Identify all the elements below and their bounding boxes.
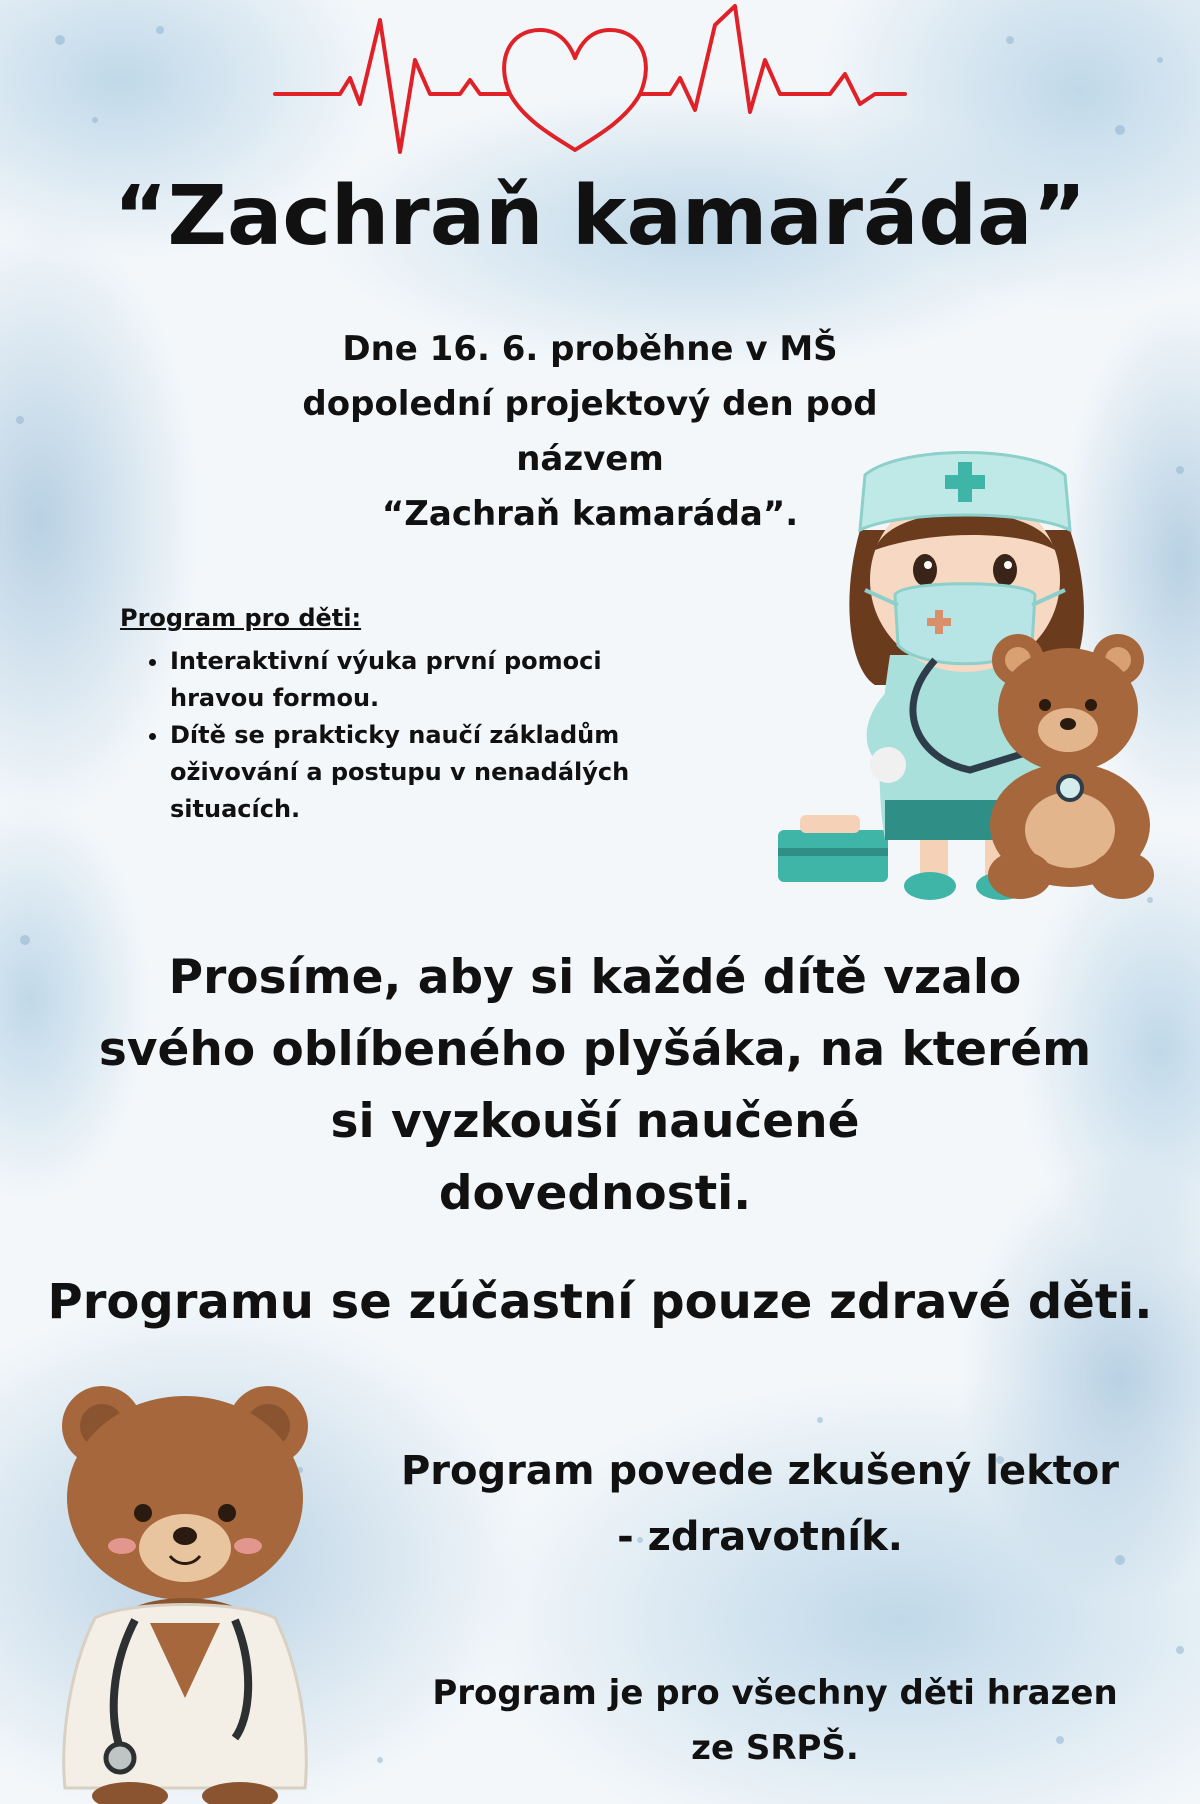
program-item-line: • Dítě se prakticky naučí základům [170, 721, 620, 749]
program-item-line: • Interaktivní výuka první pomoci [170, 647, 602, 675]
heartbeat-line-icon [270, 0, 910, 160]
funding-line: ze SRPŠ. [691, 1728, 859, 1768]
program-section [120, 600, 680, 828]
page-title: “Zachraň kamaráda” [113, 169, 1087, 264]
program-list [120, 643, 680, 828]
nurse-with-teddy-illustration [770, 420, 1170, 910]
plea-line: dovednosti. [438, 1166, 752, 1221]
healthy-children-note: Programu se zúčastní pouze zdravé děti. [47, 1274, 1153, 1330]
program-item-line: hravou formou. [170, 684, 380, 712]
program-heading: Program pro děti: [120, 604, 362, 632]
intro-line: “Zachraň kamaráda”. [381, 494, 799, 534]
intro-line: Dne 16. 6. proběhne v MŠ [342, 329, 838, 369]
intro-line: názvem [516, 439, 664, 479]
plush-toy-request [40, 942, 1150, 1230]
intro-line: dopolední projektový den pod [302, 384, 878, 424]
program-item [170, 717, 680, 828]
funding-info [380, 1666, 1170, 1776]
lector-line: - zdravotník. [617, 1514, 903, 1560]
program-item-line: situacích. [170, 795, 301, 823]
program-item [170, 643, 680, 717]
doctor-bear-illustration [40, 1368, 340, 1804]
lector-line: Program povede zkušený lektor [400, 1448, 1120, 1494]
lector-info [330, 1438, 1190, 1570]
funding-line: Program je pro všechny děti hrazen [432, 1673, 1118, 1713]
program-item-line: oživování a postupu v nenadálých [170, 758, 630, 786]
plea-line: Prosíme, aby si každé dítě vzalo [168, 950, 1022, 1005]
plea-line: si vyzkouší naučené [330, 1094, 860, 1149]
plea-line: svého oblíbeného plyšáka, na kterém [98, 1022, 1092, 1077]
